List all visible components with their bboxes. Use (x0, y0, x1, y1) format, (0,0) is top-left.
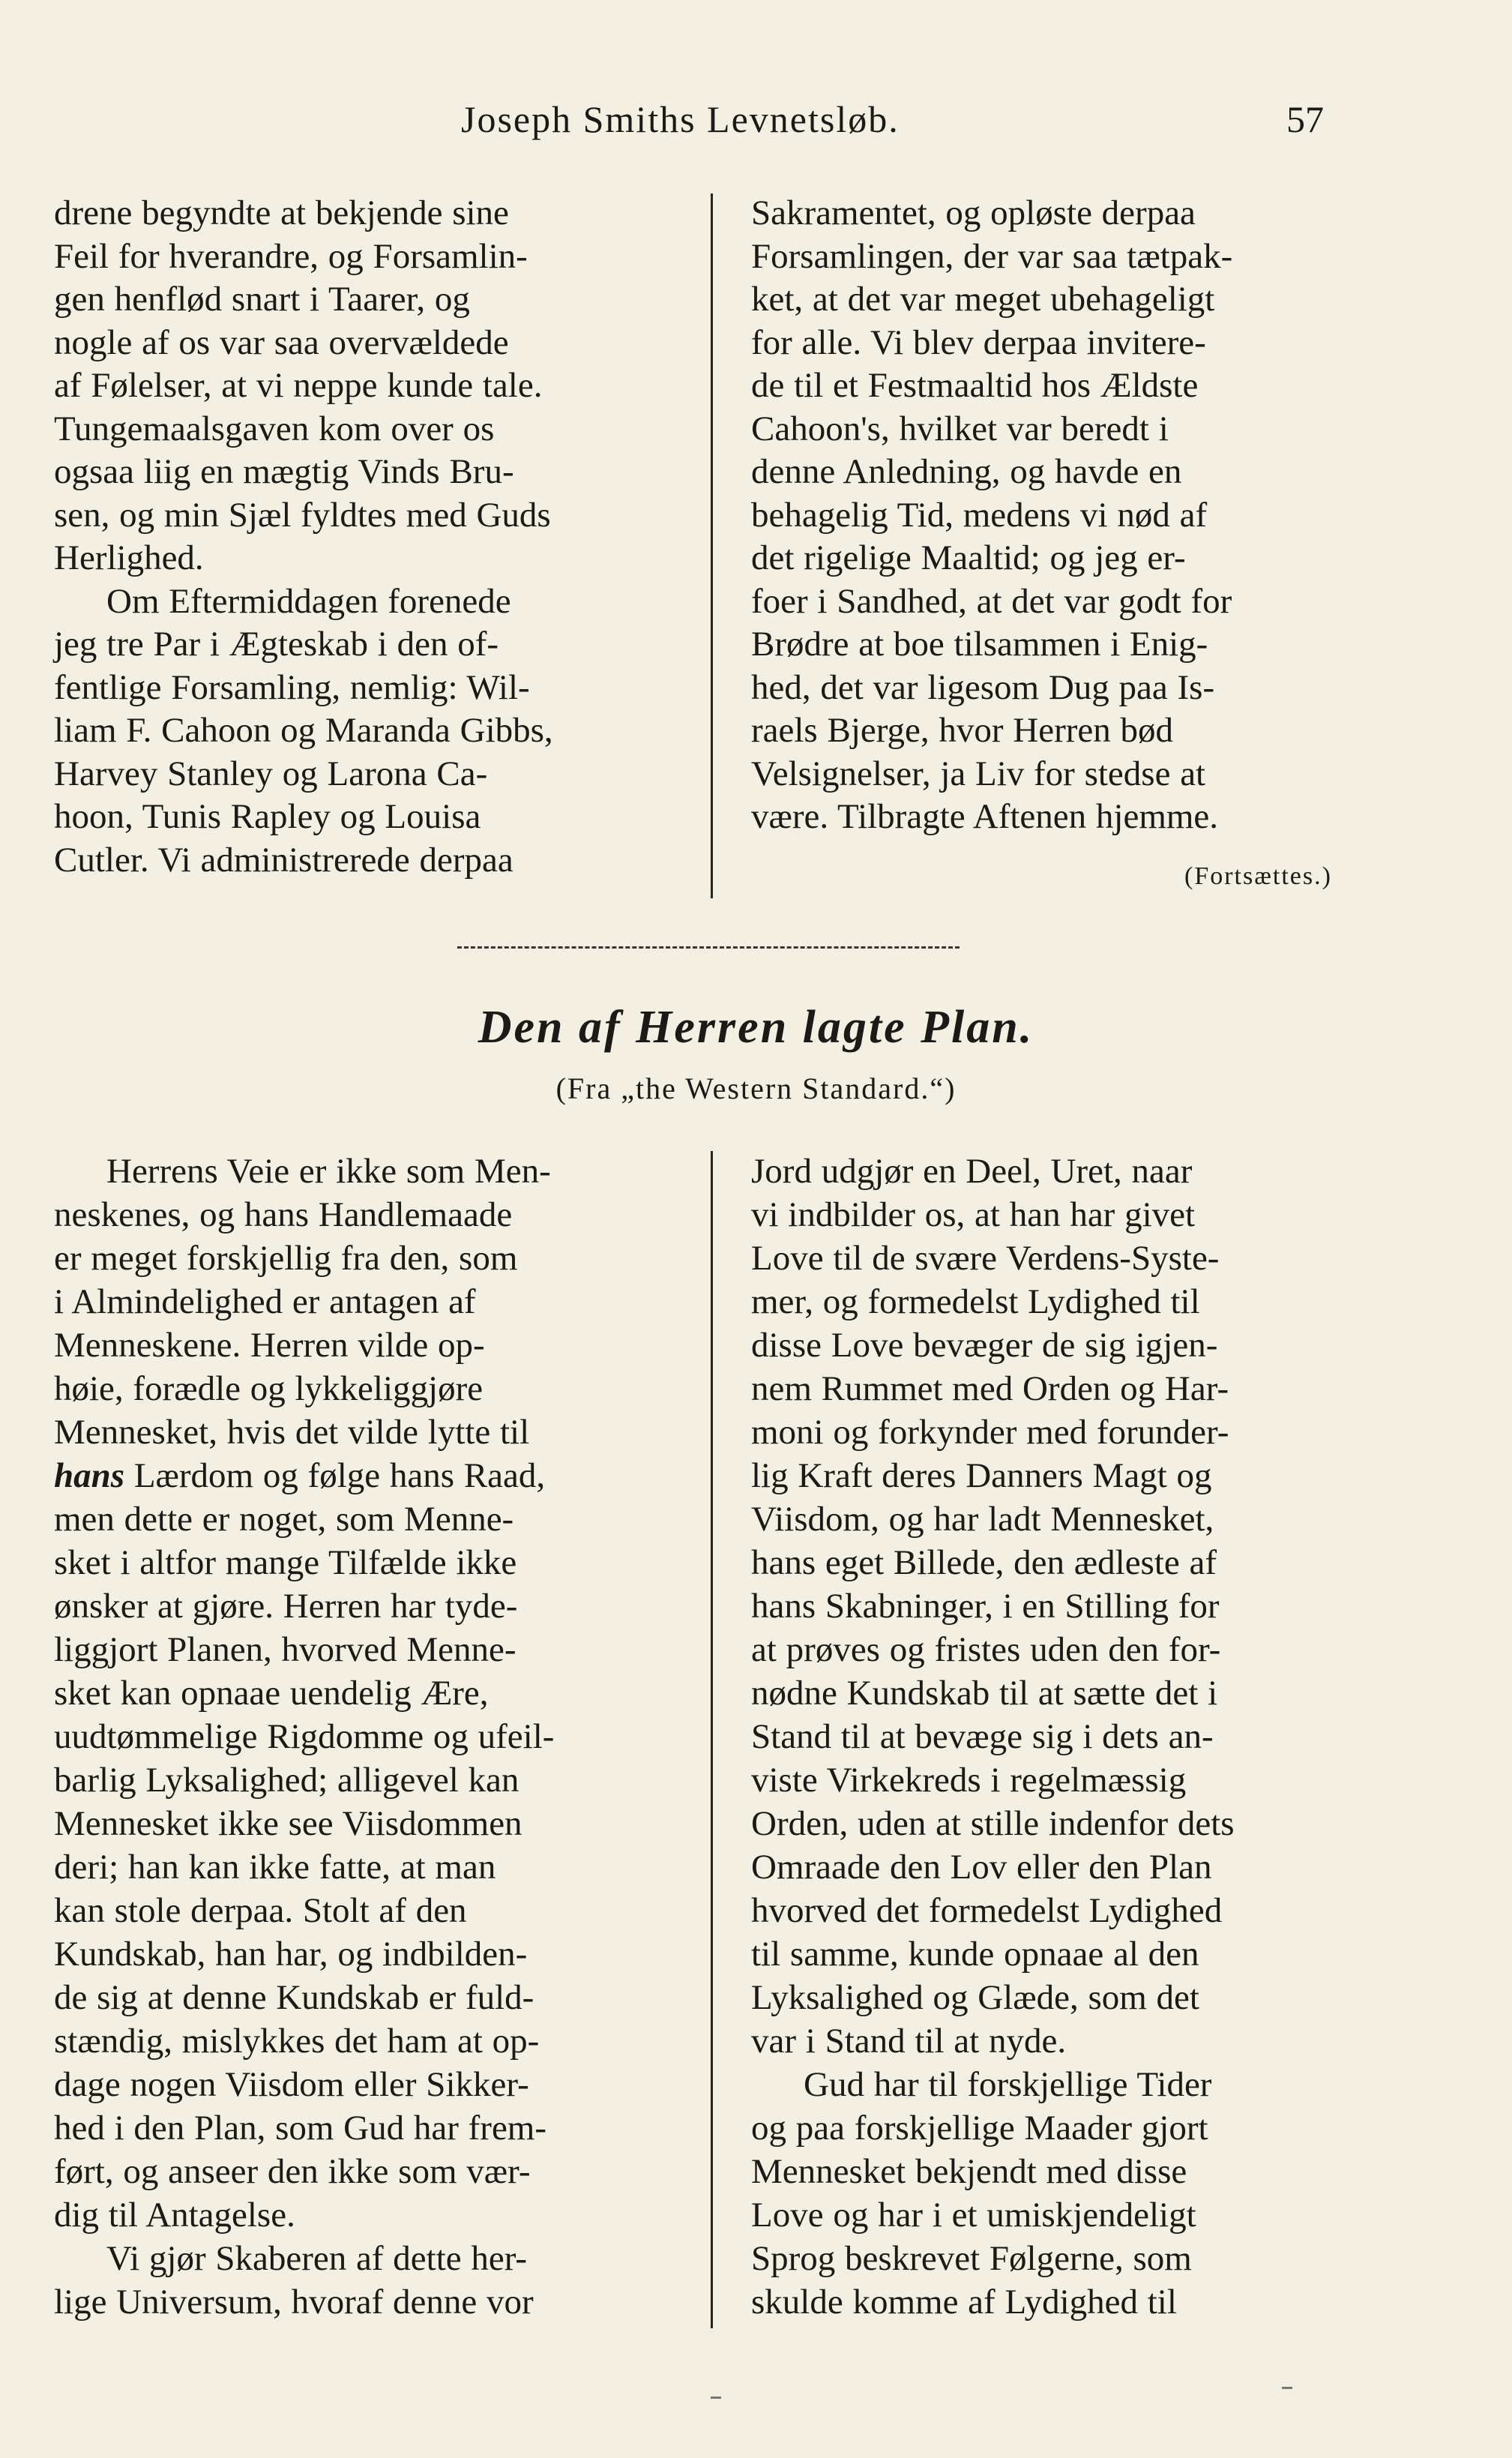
paragraph-text-a: Herrens Veie er ikke som Men- neskenes, og hans Handlemaade er meget forskjellig fra den, som i Almindelighed er antagen af Menneskene. Herren vilde op- høie, forædle og lykkeliggjøre Mennesket, hvis det vilde lytte til (54, 1152, 551, 1452)
article-right-column (751, 1150, 1381, 2324)
top-right-column (751, 192, 1381, 839)
column-rule-bottom (711, 1151, 713, 2328)
top-right-paragraph: Sakramentet, og opløste derpaa Forsamlingen, der var saa tætpak- ket, at det var meget ubehageligt for alle. Vi blev derpaa invitere- de til et Festmaaltid hos Ældste Cahoon's, hvilket var beredt i denne Anledning, og havde en behagelig Tid, medens vi nød af det rigelige Maaltid; og jeg er- foer i Sandhed, at det var godt for Brødre at boe tilsammen i Enig- hed, det var ligesom Dug paa Is- raels Bjerge, hvor Herren bød Velsignelser, ja Liv for stedse at være. Tilbragte Aftenen hjemme. (751, 193, 1233, 836)
article-left-paragraph-1 (54, 1150, 688, 2237)
running-title: Joseph Smiths Levnetsløb. (461, 98, 900, 140)
paragraph-text-b: Lærdom og følge hans Raad, men dette er noget, som Menne- sket i altfor mange Tilfælde ikke ønsker at gjøre. Herren har tyde- liggjort Planen, hvorved Menne- sket kan opnaae uendelig Ære, uudtømmelige Rigdomme og ufeil- barlig Lyksalighed; alligevel kan Mennesket ikke see Viisdommen deri; han kan ikke fatte, at man kan stole derpaa. Stolt af den Kundskab, han har, og indbilden- de sig at denne Kundskab er fuld- stændig, mislykkes det ham at op- dage nogen Viisdom eller Sikker- hed i den Plan, som Gud har frem- ført, og anseer den ikke som vær- dig til Antagelse. (54, 1456, 555, 2235)
top-left-paragraph-1: drene begyndte at bekjende sine Feil for hverandre, og Forsamlin- gen henflød snart i Taarer, og nogle af os var saa overvældede af Følelser, at vi neppe kunde tale. Tungemaalsgaven kom over os ogsaa liig en mægtig Vinds Bru- sen, og min Sjæl fyldtes med Guds Herlighed. (54, 193, 551, 577)
print-speck (711, 2397, 721, 2399)
article-right-paragraph-1: Jord udgjør en Deel, Uret, naar vi indbilder os, at han har givet Love til de svære Verdens-Syste- mer, og formedelst Lydighed til disse Love bevæger de sig igjen- nem Rummet med Orden og Har- moni og forkynder med forunder- lig Kraft deres Danners Magt og Viisdom, og har ladt Mennesket, hans eget Billede, den ædleste af hans Skabninger, i en Stilling for at prøves og fristes uden den for- nødne Kundskab til at sætte det i Stand til at bevæge sig i dets an- viste Virkekreds i regelmæssig Orden, uden at stille indenfor dets Omraade den Lov eller den Plan hvorved det formedelst Lydighed til samme, kunde opnaae al den Lyksalighed og Glæde, som det var i Stand til at nyde. (751, 1152, 1235, 2061)
continued-note: (Fortsættes.) (1184, 862, 1332, 890)
article-right-paragraph-2: Gud har til forskjellige Tider og paa forskjellige Maader gjort Mennesket bekjendt med disse Love og har i et umiskjendeligt Sprog beskrevet Følgerne, som skulde komme af Lydighed til (751, 2065, 1212, 2322)
article-left-column (54, 1150, 688, 2324)
top-left-column (54, 192, 688, 882)
running-head (0, 97, 1512, 150)
emphasized-word: hans (54, 1456, 125, 1495)
article-title: Den af Herren lagte Plan. (478, 1002, 1034, 1053)
top-left-paragraph-2: Om Eftermiddagen forenede jeg tre Par i Ægteskab i den of- fentlige Forsamling, nemlig: Wil- liam F. Cahoon og Maranda Gibbs, Harvey Stanley og Larona Ca- hoon, Tunis Rapley og Louisa Cutler. Vi administrerede derpaa (54, 581, 553, 880)
article-left-paragraph-2: Vi gjør Skaberen af dette her- lige Universum, hvoraf denne vor (54, 2239, 534, 2322)
print-speck (1282, 2387, 1292, 2389)
page-number: 57 (1286, 98, 1324, 140)
section-divider (457, 946, 960, 949)
article-source: (Fra „the Western Standard.“) (555, 1072, 957, 1105)
column-rule-top (711, 193, 713, 898)
